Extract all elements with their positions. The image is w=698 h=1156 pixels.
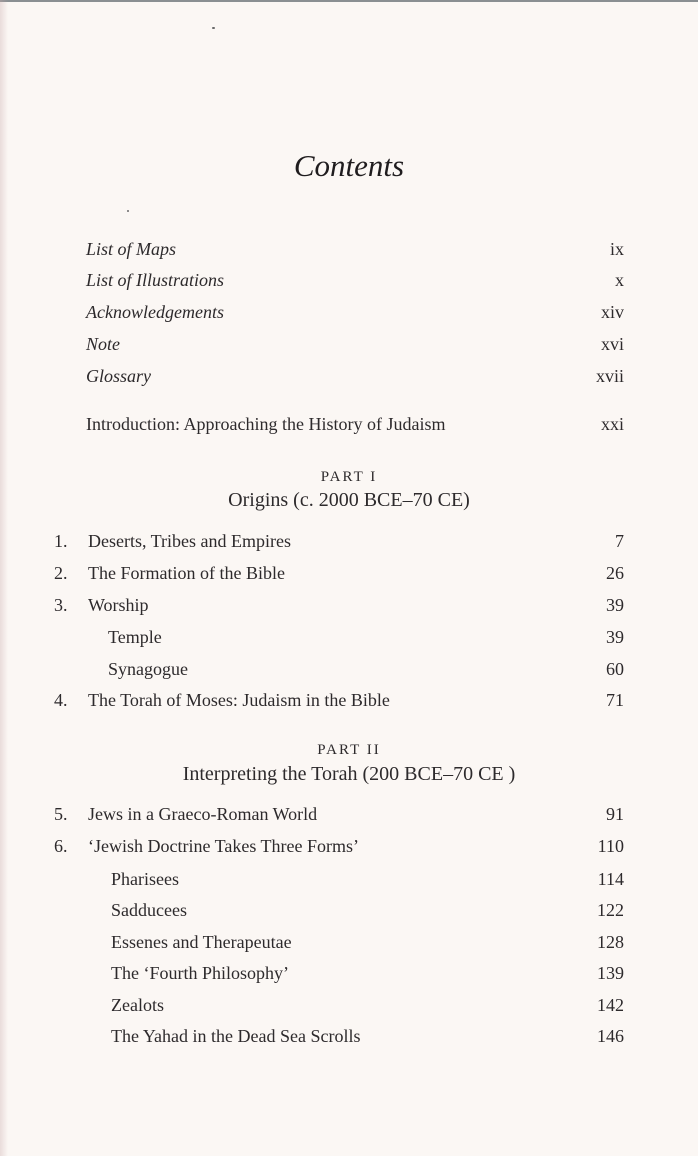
toc-entry-label: Temple	[108, 627, 162, 647]
toc-entry-page: 60	[606, 659, 624, 679]
toc-entry[interactable]	[0, 595, 698, 621]
part-subtitle: Interpreting the Torah (200 BCE–70 CE )	[182, 763, 516, 785]
toc-entry-label: Jews in a Graeco-Roman World	[88, 804, 318, 824]
toc-entry-page: x	[615, 270, 624, 290]
toc-entry-number: 2.	[54, 563, 68, 583]
toc-entry-label: List of Illustrations	[86, 270, 225, 290]
toc-entry-introduction[interactable]	[0, 414, 698, 440]
toc-subentry[interactable]	[0, 900, 698, 926]
toc-entry-label: The ‘Fourth Philosophy’	[111, 963, 289, 983]
toc-entry-label: Worship	[88, 595, 149, 615]
toc-entry-number: 5.	[54, 804, 68, 824]
toc-entry-list-of-maps[interactable]	[0, 239, 698, 265]
toc-entry-number: 6.	[54, 836, 68, 856]
toc-entry-label: Synagogue	[108, 659, 188, 679]
toc-entry-label: Note	[86, 334, 120, 354]
part-subtitle: Origins (c. 2000 BCE–70 CE)	[228, 489, 470, 511]
toc-entry-page: 110	[597, 836, 624, 856]
toc-entry-label: Sadducees	[111, 900, 187, 920]
toc-subentry[interactable]	[0, 627, 698, 653]
toc-entry[interactable]	[0, 563, 698, 589]
scan-speck	[212, 27, 215, 29]
toc-entry[interactable]	[0, 836, 698, 862]
toc-entry-number: 3.	[54, 595, 68, 615]
toc-entry-page: 39	[606, 595, 624, 615]
toc-entry-label: Zealots	[111, 995, 164, 1015]
toc-entry-note[interactable]	[0, 334, 698, 360]
toc-entry-page: 7	[615, 531, 624, 551]
part-heading: PART I	[320, 469, 378, 485]
scan-speck	[127, 210, 129, 212]
toc-entry-label: Deserts, Tribes and Empires	[88, 531, 291, 551]
toc-entry-glossary[interactable]	[0, 366, 698, 392]
page-title: Contents	[293, 148, 405, 183]
toc-entry-label: The Formation of the Bible	[88, 563, 285, 583]
toc-entry[interactable]	[0, 690, 698, 716]
toc-entry-label: ‘Jewish Doctrine Takes Three Forms’	[88, 836, 360, 856]
toc-entry-acknowledgements[interactable]	[0, 302, 698, 328]
toc-entry-label: Essenes and Therapeutae	[111, 932, 292, 952]
toc-entry-page: xxi	[600, 414, 624, 434]
toc-subentry[interactable]	[0, 659, 698, 685]
toc-entry-page: 71	[606, 690, 624, 710]
toc-subentry[interactable]	[0, 995, 698, 1021]
toc-entry-page: xiv	[600, 302, 624, 322]
toc-entry-page: 122	[597, 900, 624, 920]
toc-entry-label: Pharisees	[111, 869, 179, 889]
toc-entry-number: 1.	[54, 531, 68, 551]
toc-subentry[interactable]	[0, 869, 698, 895]
part-heading: PART II	[317, 742, 381, 758]
toc-entry-label: Introduction: Approaching the History of Judaism	[86, 414, 446, 434]
toc-entry-label: Acknowledgements	[86, 302, 224, 322]
toc-entry-page: 142	[597, 995, 624, 1015]
toc-entry-page: xvi	[600, 334, 624, 354]
toc-entry-page: 139	[597, 963, 624, 983]
page-top-edge	[0, 0, 698, 2]
toc-entry-page: 26	[606, 563, 624, 583]
toc-entry-label: The Yahad in the Dead Sea Scrolls	[111, 1026, 361, 1046]
toc-entry-list-of-illustrations[interactable]	[0, 270, 698, 296]
toc-entry-page: 91	[606, 804, 624, 824]
toc-subentry[interactable]	[0, 932, 698, 958]
toc-subentry[interactable]	[0, 963, 698, 989]
toc-entry-page: 128	[597, 932, 624, 952]
toc-entry-page: 146	[597, 1026, 624, 1046]
toc-entry-label: List of Maps	[86, 239, 177, 259]
toc-entry-number: 4.	[54, 690, 68, 710]
toc-entry-page: 114	[597, 869, 624, 889]
toc-entry-page: ix	[609, 239, 624, 259]
toc-subentry[interactable]	[0, 1026, 698, 1052]
toc-entry[interactable]	[0, 804, 698, 830]
toc-entry[interactable]	[0, 531, 698, 557]
toc-entry-label: The Torah of Moses: Judaism in the Bible	[88, 690, 390, 710]
toc-entry-page: xvii	[595, 366, 624, 386]
toc-entry-page: 39	[606, 627, 624, 647]
toc-entry-label: Glossary	[86, 366, 152, 386]
